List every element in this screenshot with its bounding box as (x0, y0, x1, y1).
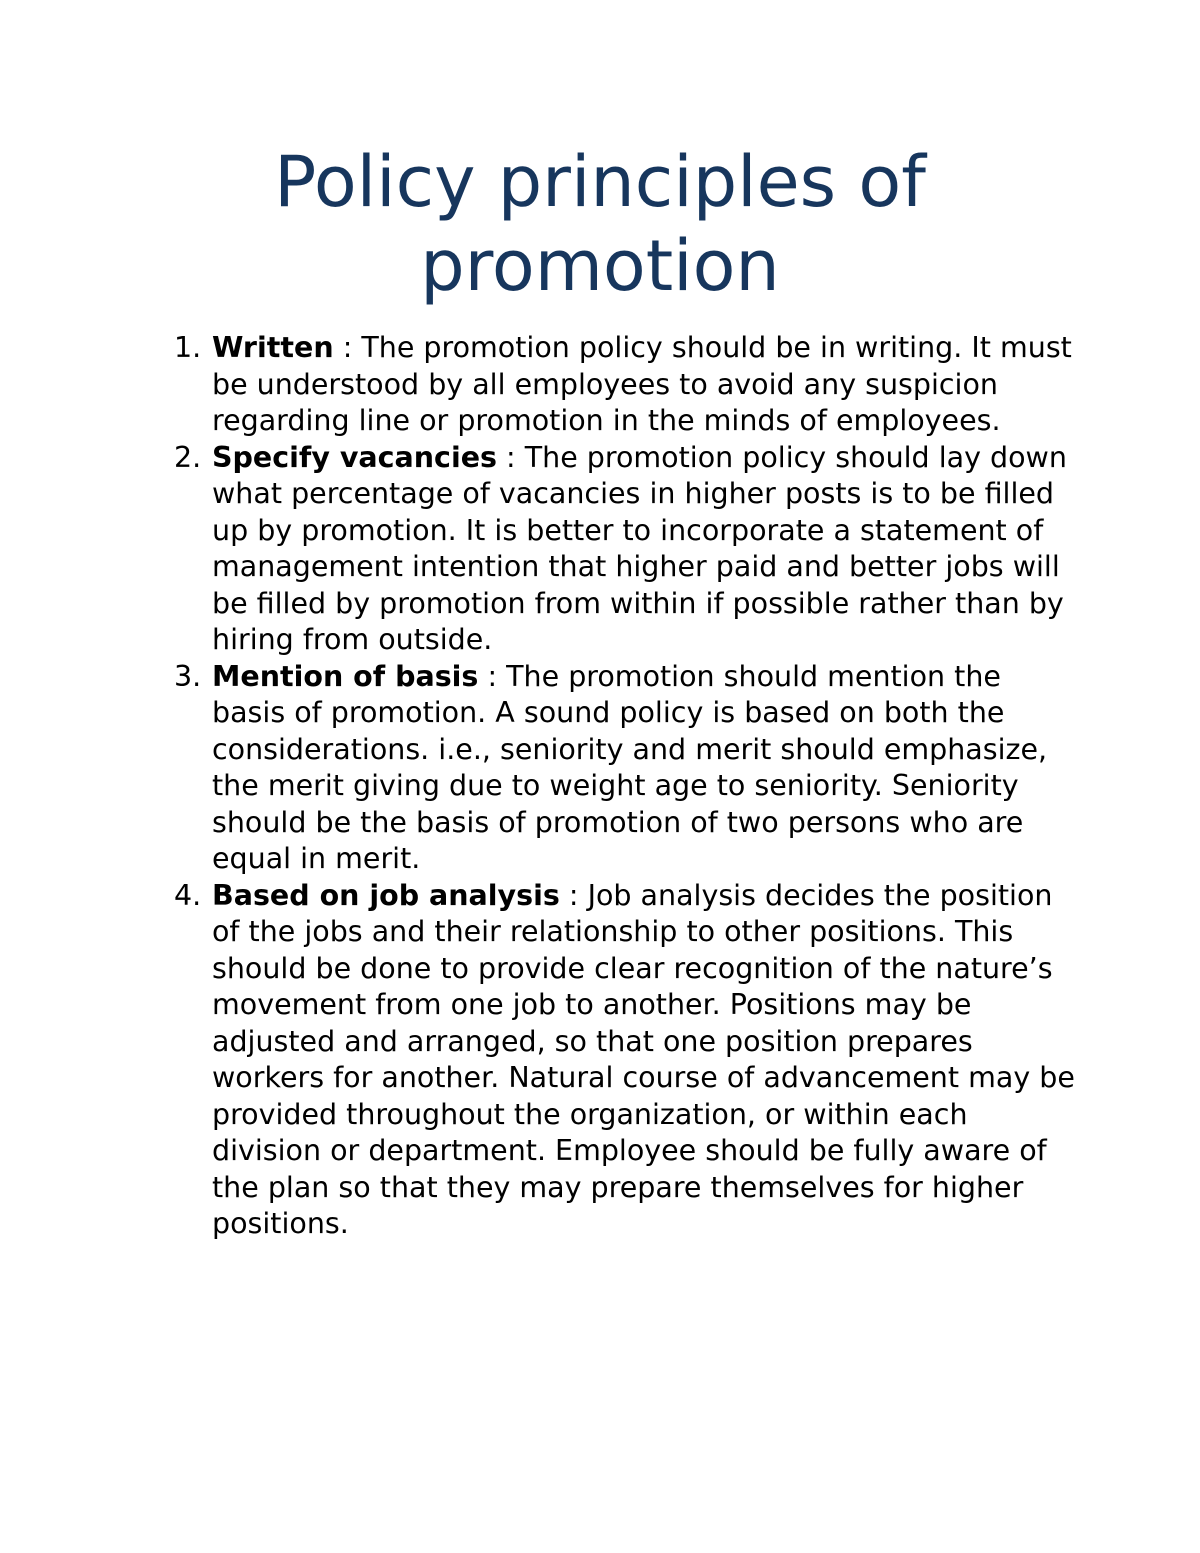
item-term: Written (212, 331, 334, 364)
title-line-1: Policy principles of (274, 141, 926, 223)
principle-item-based-on-job-analysis (174, 878, 1082, 1243)
item-number: 2. (174, 440, 202, 474)
item-text: : Job analysis decides the position of the jobs and their relationship to other positions. This should be done to provide clear recognition of the nature’s movement from one job to another. Positions may be adjusted and arranged, so that one position prepares workers for another. Natural course of advancement may be provided throughout the organization, or within each division or department. Employee should be fully aware of the plan so that they may prepare themselves for higher positions. (212, 878, 1075, 1240)
item-term: Mention of basis (212, 659, 479, 693)
principle-item-written (174, 330, 1082, 440)
item-number: 1. (174, 331, 202, 364)
principle-item-specify-vacancies (174, 440, 1082, 659)
item-text: : The promotion policy should be in writing. It must be understood by all employees to avoid any suspicion regarding line or promotion in the minds of employees. (212, 331, 1072, 437)
item-text: : The promotion policy should lay down what percentage of vacancies in higher posts is to be filled up by promotion. It is better to incorporate a statement of management intention that higher paid and better jobs will be filled by promotion from within if possible rather than by hiring from outside. (212, 440, 1067, 656)
item-text: : The promotion should mention the basis of promotion. A sound policy is based on both the considerations. i.e., seniority and merit should emphasize, the merit giving due to weight age to seniority. Seniority should be the basis of promotion of two persons who are equal in merit. (212, 659, 1048, 875)
item-term: Based on job analysis (212, 878, 560, 912)
principles-list (174, 330, 1082, 1243)
item-number: 4. (174, 878, 202, 912)
principle-item-mention-of-basis (174, 659, 1082, 878)
title-line-2: promotion (420, 225, 780, 307)
page-title (150, 140, 1050, 308)
item-term: Specify vacancies (212, 440, 497, 474)
item-number: 3. (174, 659, 202, 693)
